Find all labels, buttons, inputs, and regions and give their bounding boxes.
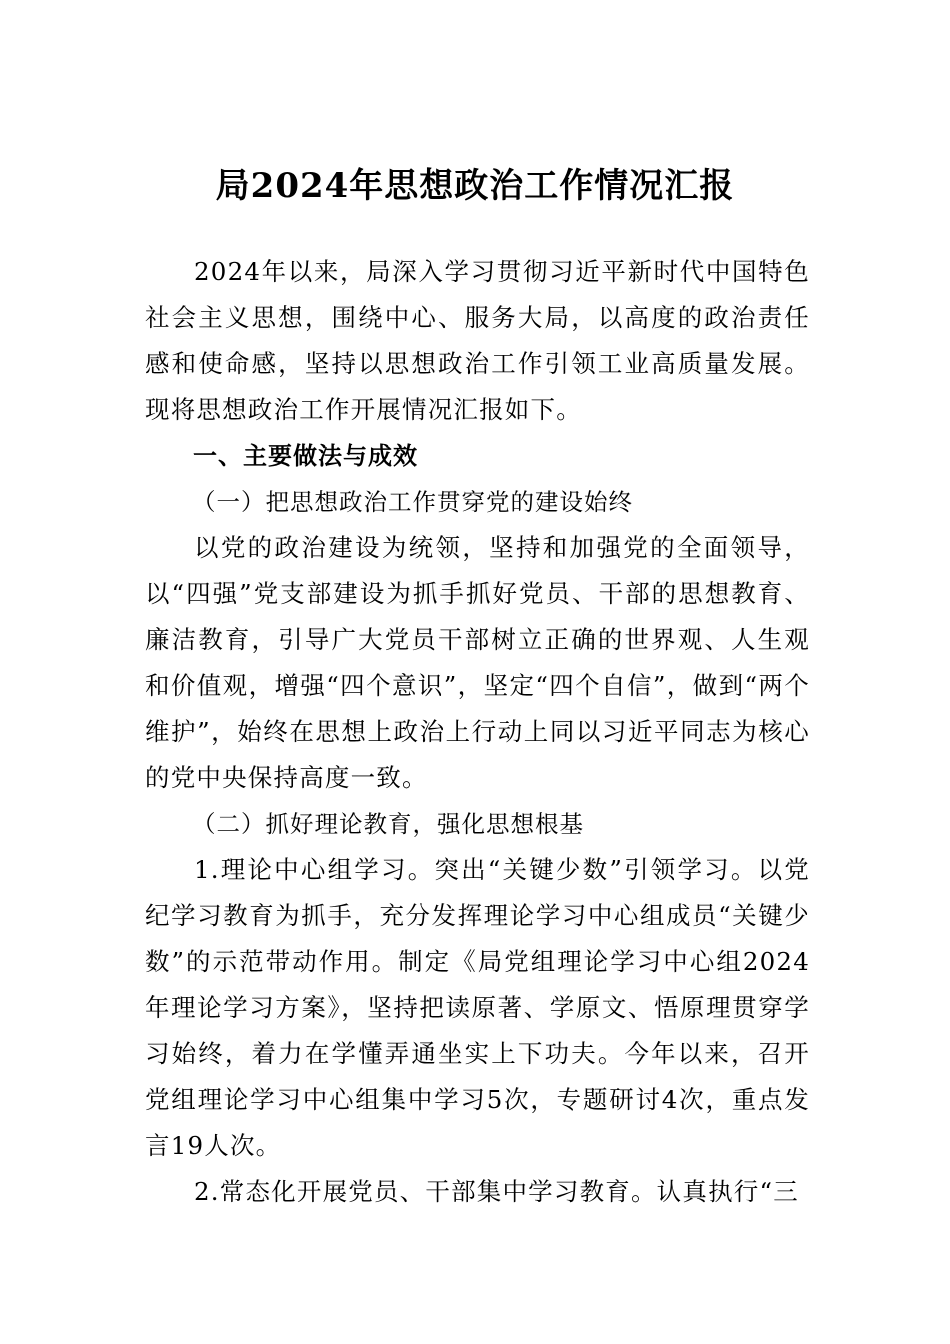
section-heading-1: 一、主要做法与成效 [193,442,418,470]
paragraph-theory-study: 1.理论中心组学习。突出“关键少数”引领学习。以党纪学习教育为抓手，充分发挥理论学习中心组成员“关键少数”的示范带动作用。制定《局党组理论学习中心组2024年理论学习方案》，坚持把读原著、学原文、悟原理贯穿学习始终，着力在学懂弄通坐实上下功夫。今年以来，召开党组理论学习中心组集中学习5次，专题研讨4次，重点发言19人次。 [145,855,810,1160]
subsection-heading-1: （一）把思想政治工作贯穿党的建设始终 [192,488,633,516]
intro-paragraph: 2024年以来，局深入学习贯彻习近平新时代中国特色社会主义思想，围绕中心、服务大局，以高度的政治责任感和使命感，坚持以思想政治工作引领工业高质量发展。现将思想政治工作开展情况汇报如下。 [145,257,810,424]
subsection-heading-2: （二）抓好理论教育，强化思想根基 [192,810,584,838]
document-title: 局2024年思想政治工作情况汇报 [215,166,735,206]
paragraph-regular-study: 2.常态化开展党员、干部集中学习教育。认真执行“三 [194,1177,799,1206]
paragraph-party-building: 以党的政治建设为统领，坚持和加强党的全面领导，以“四强”党支部建设为抓手抓好党员、干部的思想教育、廉洁教育，引导广大党员干部树立正确的世界观、人生观和价值观，增强“四个意识”，坚定“四个自信”，做到“两个维护”，始终在思想上政治上行动上同以习近平同志为核心的党中央保持高度一致。 [145,533,810,792]
document-body [145,249,810,1215]
